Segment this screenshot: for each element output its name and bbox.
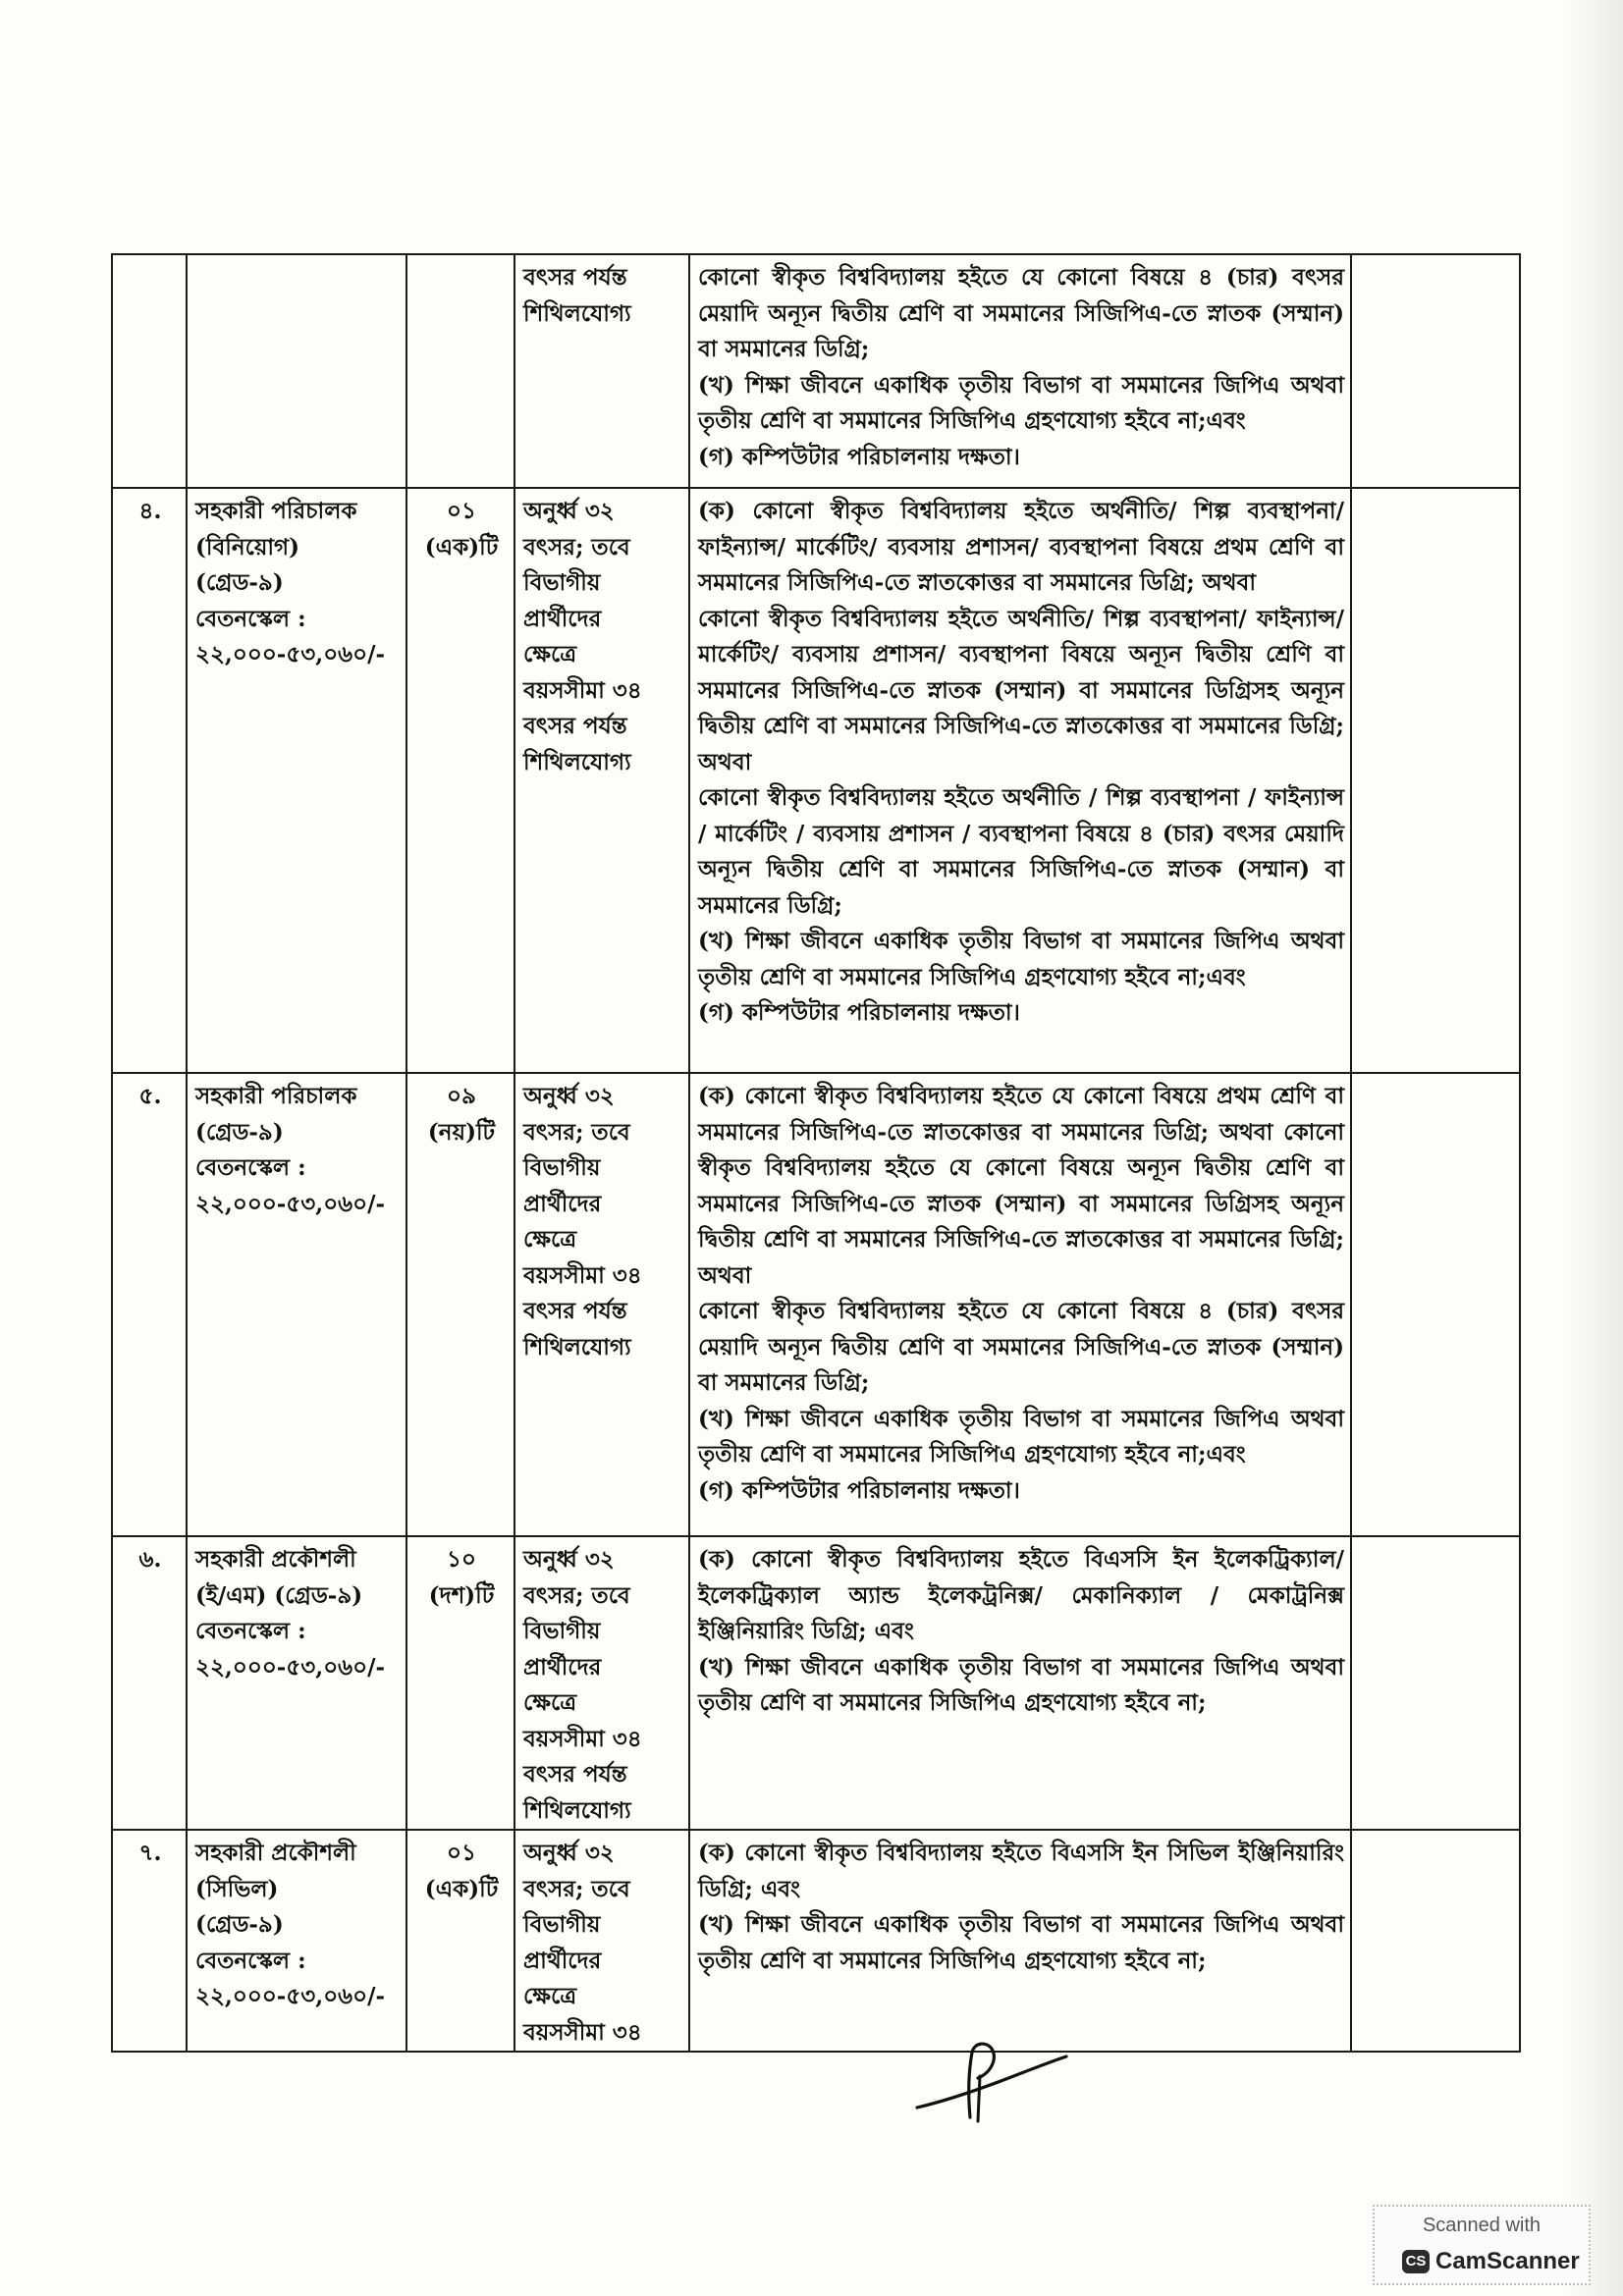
serial-cell: ৭. [112, 1830, 187, 2052]
qualification-item: (খ) শিক্ষা জীবনে একাধিক তৃতীয় বিভাগ বা সমমানের জিপিএ অথবা তৃতীয় শ্রেণি বা সমমানের সিজিপিএ গ্রহণযোগ্য হইবে না;এবং [698, 928, 1344, 990]
qualification-item: কোনো স্বীকৃত বিশ্ববিদ্যালয় হইতে যে কোনো বিষয়ে ৪ (চার) বৎসর মেয়াদি অন্যূন দ্বিতীয় শ্রেণি বা সমমানের সিজিপিএ-তে স্নাতক (সম্মান) বা সমমানের ডিগ্রি; [698, 264, 1344, 362]
serial-cell [112, 254, 187, 488]
qualification-item: (খ) শিক্ষা জীবনে একাধিক তৃতীয় বিভাগ বা সমমানের জিপিএ অথবা তৃতীয় শ্রেণি বা সমমানের সিজিপিএ গ্রহণযোগ্য হইবে না; [698, 1653, 1344, 1716]
vacancy-count-cell: ০৯ (নয়)টি [406, 1073, 514, 1536]
qualification-item: (গ) কম্পিউটার পরিচালনায় দক্ষতা। [698, 999, 1020, 1026]
qualification-item: কোনো স্বীকৃত বিশ্ববিদ্যালয় হইতে অর্থনীতি/ শিল্প ব্যবস্থাপনা/ ফাইন্যান্স/ মার্কেটিং/ ব্যবসায় প্রশাসন/ ব্যবস্থাপনা বিষয়ে অন্যূন দ্বিতীয় শ্রেণি বা সমমানের সিজিপিএ-তে স্নাতক (সম্মান) বা সমমানের ডিগ্রিসহ অন্যূন দ্বিতীয় শ্রেণি বা সমমানের সিজিপিএ-তে স্নাতকোত্তর বা সমমানের ডিগ্রি; অথবা [698, 605, 1344, 775]
qualification-item: (ক) কোনো স্বীকৃত বিশ্ববিদ্যালয় হইতে বিএসসি ইন ইলেকট্রিক্যাল/ ইলেকট্রিক্যাল অ্যান্ড ইলেকট্রনিক্স/ মেকানিক্যাল / মেকাট্রনিক্স ইঞ্জিনিয়ারিং ডিগ্রি; এবং [698, 1546, 1344, 1644]
table-row [112, 1536, 1520, 1830]
vacancy-count-cell: ১০ (দশ)টি [406, 1536, 514, 1830]
vacancy-count-cell: ০১ (এক)টি [406, 1830, 514, 2052]
qualification-item: (ক) কোনো স্বীকৃত বিশ্ববিদ্যালয় হইতে যে কোনো বিষয়ে প্রথম শ্রেণি বা সমমানের সিজিপিএ-তে স্নাতকোত্তর বা সমমানের ডিগ্রি; অথবা কোনো স্বীকৃত বিশ্ববিদ্যালয় হইতে যে কোনো বিষয়ে অন্যূন দ্বিতীয় শ্রেণি বা সমমানের সিজিপিএ-তে স্নাতক (সম্মান) বা সমমানের ডিগ্রিসহ অন্যূন দ্বিতীয় শ্রেণি বা সমমানের সিজিপিএ-তে স্নাতকোত্তর বা সমমানের ডিগ্রি; অথবা [698, 1083, 1344, 1289]
qualification-item: (খ) শিক্ষা জীবনে একাধিক তৃতীয় বিভাগ বা সমমানের জিপিএ অথবা তৃতীয় শ্রেণি বা সমমানের সিজিপিএ গ্রহণযোগ্য হইবে না;এবং [698, 1405, 1344, 1468]
post-cell: সহকারী পরিচালক (গ্রেড-৯) বেতনস্কেল : ২২,০০০-৫৩,০৬০/- [187, 1073, 406, 1536]
page-edge-shadow [1564, 0, 1623, 2296]
qualification-item: (গ) কম্পিউটার পরিচালনায় দক্ষতা। [698, 443, 1020, 470]
qualification-item: (ক) কোনো স্বীকৃত বিশ্ববিদ্যালয় হইতে বিএসসি ইন সিভিল ইঞ্জিনিয়ারিং ডিগ্রি; এবং [698, 1840, 1344, 1902]
age-limit-cell: বৎসর পর্যন্ত শিথিলযোগ্য [514, 254, 689, 488]
post-cell: সহকারী প্রকৌশলী (ই/এম) (গ্রেড-৯) বেতনস্কেল : ২২,০০০-৫৩,০৬০/- [187, 1536, 406, 1830]
qualification-cell [689, 1073, 1351, 1536]
remarks-cell [1351, 1536, 1520, 1830]
remarks-cell [1351, 488, 1520, 1073]
camscanner-logo-icon: CS [1402, 2250, 1430, 2273]
camscanner-watermark [1373, 2205, 1591, 2285]
table-row [112, 488, 1520, 1073]
qualification-item: (খ) শিক্ষা জীবনে একাধিক তৃতীয় বিভাগ বা সমমানের জিপিএ অথবা তৃতীয় শ্রেণি বা সমমানের সিজিপিএ গ্রহণযোগ্য হইবে না;এবং [698, 371, 1344, 434]
remarks-cell [1351, 1830, 1520, 2052]
post-cell: সহকারী প্রকৌশলী (সিভিল) (গ্রেড-৯) বেতনস্কেল : ২২,০০০-৫৩,০৬০/- [187, 1830, 406, 2052]
qualification-cell [689, 1536, 1351, 1830]
requirements-table [111, 253, 1521, 2053]
qualification-cell [689, 1830, 1351, 2052]
table-row [112, 1073, 1520, 1536]
vacancy-count-cell: ০১ (এক)টি [406, 488, 514, 1073]
age-limit-cell: অনুর্ধ্ব ৩২ বৎসর; তবে বিভাগীয় প্রার্থীদের ক্ষেত্রে বয়সসীমা ৩৪ [514, 1830, 689, 2052]
table-row [112, 1830, 1520, 2052]
post-cell [187, 254, 406, 488]
qualification-cell [689, 254, 1351, 488]
remarks-cell [1351, 1073, 1520, 1536]
serial-cell: ৪. [112, 488, 187, 1073]
serial-cell: ৬. [112, 1536, 187, 1830]
vacancy-count-cell [406, 254, 514, 488]
qualification-item: (ক) কোনো স্বীকৃত বিশ্ববিদ্যালয় হইতে অর্থনীতি/ শিল্প ব্যবস্থাপনা/ ফাইন্যান্স/ মার্কেটিং/ ব্যবসায় প্রশাসন/ ব্যবস্থাপনা বিষয়ে প্রথম শ্রেণি বা সমমানের সিজিপিএ-তে স্নাতকোত্তর বা সমমানের ডিগ্রি; অথবা [698, 498, 1344, 596]
qualification-item: কোনো স্বীকৃত বিশ্ববিদ্যালয় হইতে অর্থনীতি / শিল্প ব্যবস্থাপনা / ফাইন্যান্স / মার্কেটিং / ব্যবসায় প্রশাসন / ব্যবস্থাপনা বিষয়ে ৪ (চার) বৎসর মেয়াদি অন্যূন দ্বিতীয় শ্রেণি বা সমমানের সিজিপিএ-তে স্নাতক (সম্মান) বা সমমানের ডিগ্রি; [698, 784, 1344, 919]
qualification-item: (খ) শিক্ষা জীবনে একাধিক তৃতীয় বিভাগ বা সমমানের জিপিএ অথবা তৃতীয় শ্রেণি বা সমমানের সিজিপিএ গ্রহণযোগ্য হইবে না; [698, 1911, 1344, 1974]
remarks-cell [1351, 254, 1520, 488]
table-row [112, 254, 1520, 488]
age-limit-cell: অনুর্ধ্ব ৩২ বৎসর; তবে বিভাগীয় প্রার্থীদের ক্ষেত্রে বয়সসীমা ৩৪ বৎসর পর্যন্ত শিথিলযোগ্য [514, 1073, 689, 1536]
watermark-caption: Scanned with [1422, 2215, 1542, 2236]
signature [913, 2037, 1070, 2125]
serial-cell: ৫. [112, 1073, 187, 1536]
age-limit-cell: অনুর্ধ্ব ৩২ বৎসর; তবে বিভাগীয় প্রার্থীদের ক্ষেত্রে বয়সসীমা ৩৪ বৎসর পর্যন্ত শিথিলযোগ্য [514, 488, 689, 1073]
age-limit-cell: অনুর্ধ্ব ৩২ বৎসর; তবে বিভাগীয় প্রার্থীদের ক্ষেত্রে বয়সসীমা ৩৪ বৎসর পর্যন্ত শিথিলযোগ্য [514, 1536, 689, 1830]
qualification-item: কোনো স্বীকৃত বিশ্ববিদ্যালয় হইতে যে কোনো বিষয়ে ৪ (চার) বৎসর মেয়াদি অন্যূন দ্বিতীয় শ্রেণি বা সমমানের সিজিপিএ-তে স্নাতক (সম্মান) বা সমমানের ডিগ্রি; [698, 1298, 1344, 1396]
qualification-item: (গ) কম্পিউটার পরিচালনায় দক্ষতা। [698, 1476, 1020, 1504]
post-cell: সহকারী পরিচালক (বিনিয়োগ) (গ্রেড-৯) বেতনস্কেল : ২২,০০০-৫৩,০৬০/- [187, 488, 406, 1073]
watermark-brand: CamScanner [1435, 2248, 1580, 2274]
qualification-cell [689, 488, 1351, 1073]
